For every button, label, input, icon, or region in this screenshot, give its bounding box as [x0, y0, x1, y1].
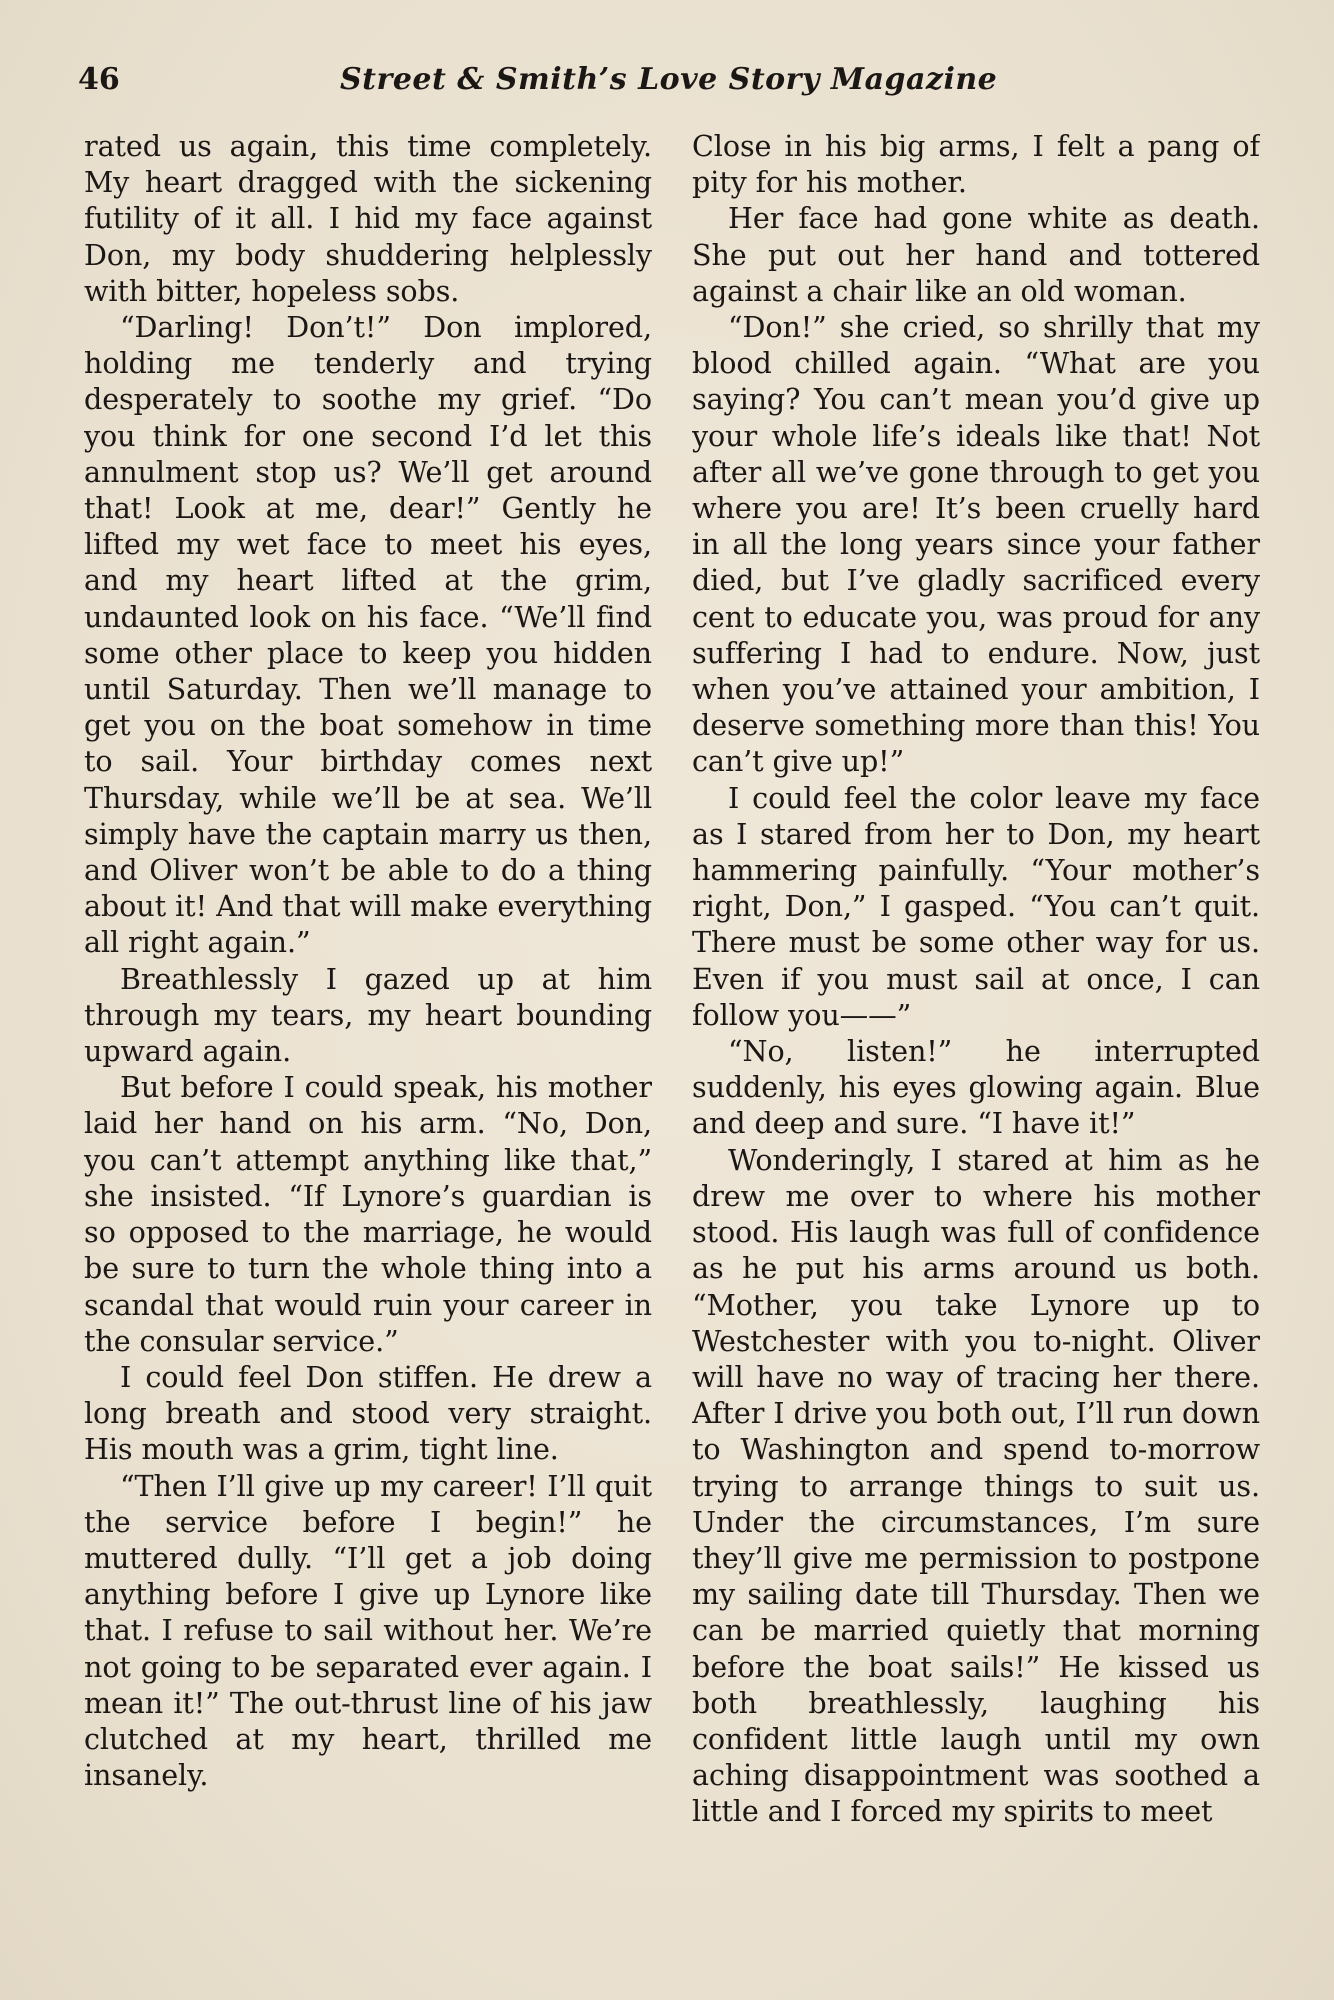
- running-title: Street & Smith’s Love Story Magazine: [340, 62, 998, 97]
- paragraph: Her face had gone white as death. She put out her hand and tottered against a chair like an old woman.: [692, 201, 1260, 308]
- paragraph: “Darling! Don’t!” Don implored, holding me tenderly and trying desperately to soothe my grief. “Do you think for one second I’d let this annulment stop us? We’ll get around that! Look at me, dear!” Gently he lifted my wet face to meet his eyes, and my heart lifted at the grim, undaunted look on his face. “We’ll find some other place to keep you hidden until Saturday. Then we’ll manage to get you on the boat somehow in time to sail. Your birthday comes next Thursday, while we’ll be at sea. We’ll simply have the captain marry us then, and Oliver won’t be able to do a thing about it! And that will make everything all right again.”: [84, 310, 652, 960]
- page-header: [78, 58, 1258, 102]
- paragraph: “Don!” she cried, so shrilly that my blood chilled again. “What are you saying? You can’t mean you’d give up your whole life’s ideals like that! Not after all we’ve gone through to get you where you are! It’s been cruelly hard in all the long years since your father died, but I’ve gladly sacrificed every cent to educate you, was proud for any suffering I had to endure. Now, just when you’ve attained your ambition, I deserve something more than this! You can’t give up!”: [692, 310, 1260, 779]
- paragraph: “No, listen!” he interrupted suddenly, his eyes glowing again. Blue and deep and sure. “I have it!”: [692, 1034, 1260, 1141]
- paragraph: But before I could speak, his mother laid her hand on his arm. “No, Don, you can’t attempt anything like that,” she insisted. “If Lynore’s guardian is so opposed to the marriage, he would be sure to turn the whole thing into a scandal that would ruin your career in the consular service.”: [84, 1070, 652, 1358]
- left-column: [84, 128, 652, 1928]
- paragraph: “Then I’ll give up my career! I’ll quit the service before I begin!” he muttered dully. “I’ll get a job doing anything before I give up Lynore like that. I refuse to sail without her. We’re not going to be separated ever again. I mean it!” The out-thrust line of his jaw clutched at my heart, thrilled me insanely.: [84, 1468, 652, 1793]
- page-number: 46: [78, 62, 120, 97]
- paragraph: Wonderingly, I stared at him as he drew me over to where his mother stood. His laugh was full of confidence as he put his arms around us both. “Mother, you take Lynore up to Westchester with you to-night. Oliver will have no way of tracing her there. After I drive you both out, I’ll run down to Washington and spend to-morrow trying to arrange things to suit us. Under the circumstances, I’m sure they’ll give me permission to postpone my sailing date till Thursday. Then we can be married quietly that morning before the boat sails!” He kissed us both breathlessly, laughing his confident little laugh until my own aching disappointment was soothed a little and I forced my spirits to meet: [692, 1142, 1260, 1829]
- paragraph: I could feel the color leave my face as I stared from her to Don, my heart hammering painfully. “Your mother’s right, Don,” I gasped. “You can’t quit. There must be some other way for us. Even if you must sail at once, I can follow you——”: [692, 780, 1260, 1032]
- paragraph: Close in his big arms, I felt a pang of pity for his mother.: [692, 129, 1260, 200]
- paragraph: rated us again, this time completely. My heart dragged with the sickening futility of it all. I hid my face against Don, my body shuddering helplessly with bitter, hopeless sobs.: [84, 129, 652, 308]
- right-column: [692, 128, 1260, 1928]
- paragraph: I could feel Don stiffen. He drew a long breath and stood very straight. His mouth was a grim, tight line.: [84, 1359, 652, 1467]
- paragraph: Breathlessly I gazed up at him through my tears, my heart bounding upward again.: [84, 961, 652, 1069]
